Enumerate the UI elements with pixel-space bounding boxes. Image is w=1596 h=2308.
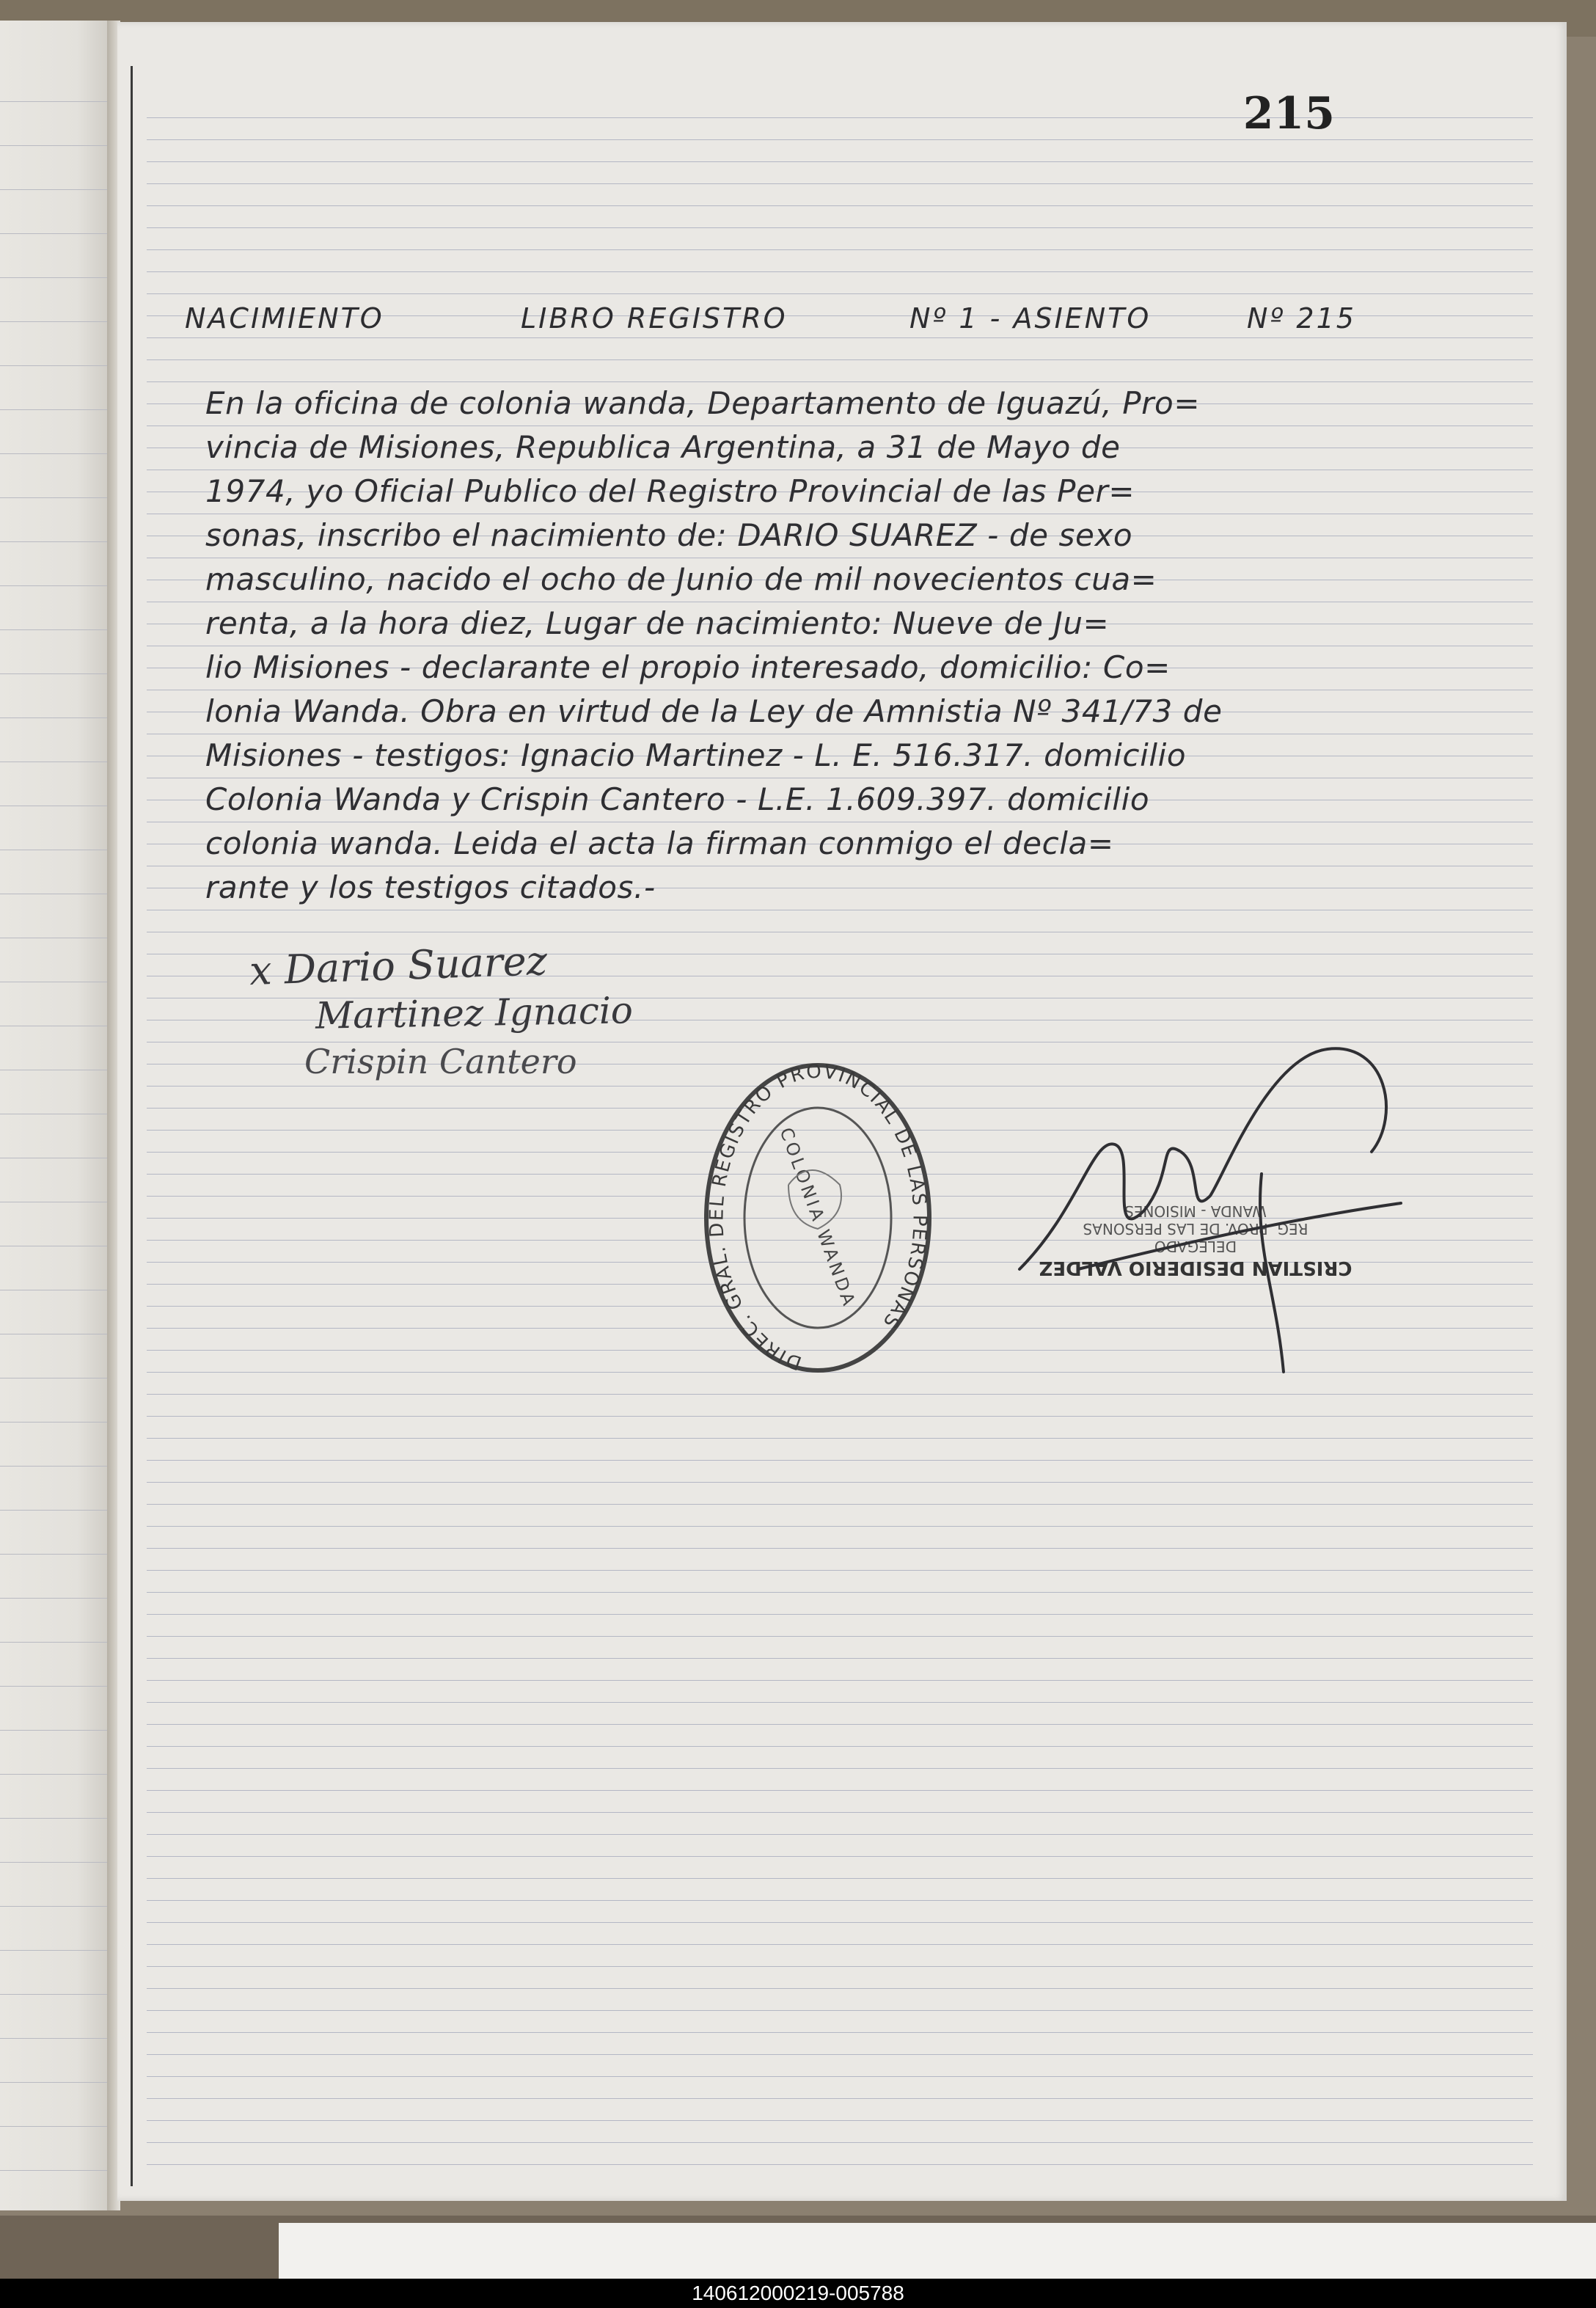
signature-witness-1: Martinez Ignacio <box>315 989 634 1037</box>
facing-page-line <box>0 2170 109 2171</box>
facing-page-line <box>0 1994 109 1995</box>
body-line: colonia wanda. Leida el acta la firman conmigo el decla= <box>205 825 1114 861</box>
facing-page-line <box>0 2038 109 2039</box>
ruled-line <box>147 227 1533 228</box>
ruled-line <box>147 359 1533 360</box>
ruled-line <box>147 1438 1533 1439</box>
facing-page-line <box>0 629 109 630</box>
record-type: NACIMIENTO <box>185 302 384 335</box>
ruled-line <box>147 1460 1533 1461</box>
facing-page-line <box>0 1906 109 1907</box>
signature-declarant: x Dario Suarez <box>249 937 549 995</box>
ruled-line <box>147 1636 1533 1637</box>
ruled-line <box>147 381 1533 382</box>
ruled-line <box>147 1988 1533 1989</box>
margin-rule <box>131 66 133 2186</box>
ruled-line <box>147 1966 1533 1967</box>
ruled-line <box>147 1592 1533 1593</box>
ruled-line <box>147 1746 1533 1747</box>
stamp-line-2: DELEGADO <box>1154 1238 1237 1255</box>
ruled-line <box>147 1834 1533 1835</box>
ruled-line <box>147 2054 1533 2055</box>
ruled-line <box>147 1658 1533 1659</box>
ruled-line <box>147 161 1533 162</box>
facing-page-line <box>0 453 109 454</box>
ruled-line <box>147 2032 1533 2033</box>
ruled-line <box>147 1900 1533 1901</box>
body-line: lio Misiones - declarante el propio interesado, domicilio: Co= <box>205 649 1171 685</box>
ruled-line <box>147 1812 1533 1813</box>
facing-page-line <box>0 321 109 322</box>
official-signature-graphic <box>961 1027 1416 1394</box>
seal-inner-text: COLONIA WANDA <box>775 1125 860 1311</box>
ruled-line <box>147 1570 1533 1571</box>
ruled-line <box>147 1526 1533 1527</box>
entry-number: Nº 215 <box>1247 302 1356 335</box>
facing-page-line <box>0 365 109 366</box>
ruled-line <box>147 1944 1533 1945</box>
ruled-line <box>147 139 1533 140</box>
body-line: renta, a la hora diez, Lugar de nacimiento: Nueve de Ju= <box>205 605 1110 641</box>
facing-page-line <box>0 1466 109 1467</box>
ruled-line <box>147 2120 1533 2121</box>
ruled-line <box>147 1504 1533 1505</box>
facing-page-line <box>0 1598 109 1599</box>
facing-page-line <box>0 541 109 542</box>
ruled-line <box>147 293 1533 294</box>
official-stamp <box>961 1027 1416 1397</box>
facing-page-line <box>0 1642 109 1643</box>
book-label: LIBRO REGISTRO <box>521 302 788 335</box>
facing-page-line <box>0 1862 109 1863</box>
ruled-line <box>147 1878 1533 1879</box>
ruled-line <box>147 1724 1533 1725</box>
scan-id-footer: 140612000219-005788 <box>0 2279 1596 2308</box>
facing-page-line <box>0 409 109 410</box>
ruled-line <box>147 1614 1533 1615</box>
facing-page-line <box>0 145 109 146</box>
body-line: lonia Wanda. Obra en virtud de la Ley de Amnistia Nº 341/73 de <box>205 693 1223 729</box>
facing-page-line <box>0 233 109 234</box>
ruled-line <box>147 2142 1533 2143</box>
ruled-line <box>147 1768 1533 1769</box>
ruled-line <box>147 2010 1533 2011</box>
ruled-line <box>147 271 1533 272</box>
body-line: sonas, inscribo el nacimiento de: DARIO SUAREZ - de sexo <box>205 517 1133 553</box>
body-line: 1974, yo Oficial Publico del Registro Provincial de las Per= <box>205 473 1135 509</box>
facing-page-line <box>0 1686 109 1687</box>
ruled-line <box>147 1790 1533 1791</box>
ruled-line <box>147 183 1533 184</box>
body-line: masculino, nacido el ocho de Junio de mil novecientos cua= <box>205 561 1157 597</box>
seal-outer-text: DIREC. GRAL. DEL REGISTRO PROVINCIAL DE LAS PERSONAS <box>706 1060 931 1374</box>
ruled-line <box>147 1680 1533 1681</box>
ruled-line <box>147 2098 1533 2099</box>
facing-page-line <box>0 2126 109 2127</box>
body-line: Misiones - testigos: Ignacio Martinez - L. E. 516.317. domicilio <box>205 737 1187 773</box>
page-number: 215 <box>1242 88 1335 139</box>
facing-page-line <box>0 1422 109 1423</box>
ruled-line <box>147 2076 1533 2077</box>
book-number: Nº 1 - ASIENTO <box>909 302 1152 335</box>
registry-seal <box>700 1060 935 1393</box>
ruled-line <box>147 1482 1533 1483</box>
facing-page-line <box>0 673 109 674</box>
ruled-line <box>147 1922 1533 1923</box>
ruled-line <box>147 205 1533 206</box>
ruled-line <box>147 337 1533 338</box>
ruled-line <box>147 1416 1533 1417</box>
ruled-line <box>147 2164 1533 2165</box>
facing-page-line <box>0 717 109 718</box>
ruled-line <box>147 249 1533 250</box>
facing-page-line <box>0 1950 109 1951</box>
facing-page-line <box>0 497 109 498</box>
stamp-line-3: REG. PROV. DE LAS PERSONAS <box>1083 1220 1308 1238</box>
ruled-line <box>147 1856 1533 1857</box>
facing-page-line <box>0 1730 109 1731</box>
signature-witness-2: Crispin Cantero <box>304 1042 577 1081</box>
paper-underlay <box>279 2223 1596 2279</box>
body-line: En la oficina de colonia wanda, Departamento de Iguazú, Pro= <box>205 385 1201 421</box>
body-line: vincia de Misiones, Republica Argentina, a 31 de Mayo de <box>205 429 1121 465</box>
stamp-line-4: WANDA - MISIONES <box>1124 1202 1267 1220</box>
seal-graphic <box>700 1060 935 1390</box>
facing-page-line <box>0 101 109 102</box>
ruled-line <box>147 1702 1533 1703</box>
facing-page-line <box>0 1818 109 1819</box>
ruled-line <box>147 1548 1533 1549</box>
facing-page-line <box>0 2082 109 2083</box>
facing-page-line <box>0 1774 109 1775</box>
facing-page-line <box>0 277 109 278</box>
facing-page-line <box>0 585 109 586</box>
facing-page-line <box>0 189 109 190</box>
facing-page <box>0 21 111 2210</box>
facing-page-line <box>0 1510 109 1511</box>
facing-page-line <box>0 1554 109 1555</box>
body-line: Colonia Wanda y Crispin Cantero - L.E. 1.609.397. domicilio <box>205 781 1150 817</box>
body-line: rante y los testigos citados.- <box>205 869 656 905</box>
stamp-name: CRISTIAN DESIDERIO VALDEZ <box>1039 1257 1352 1279</box>
